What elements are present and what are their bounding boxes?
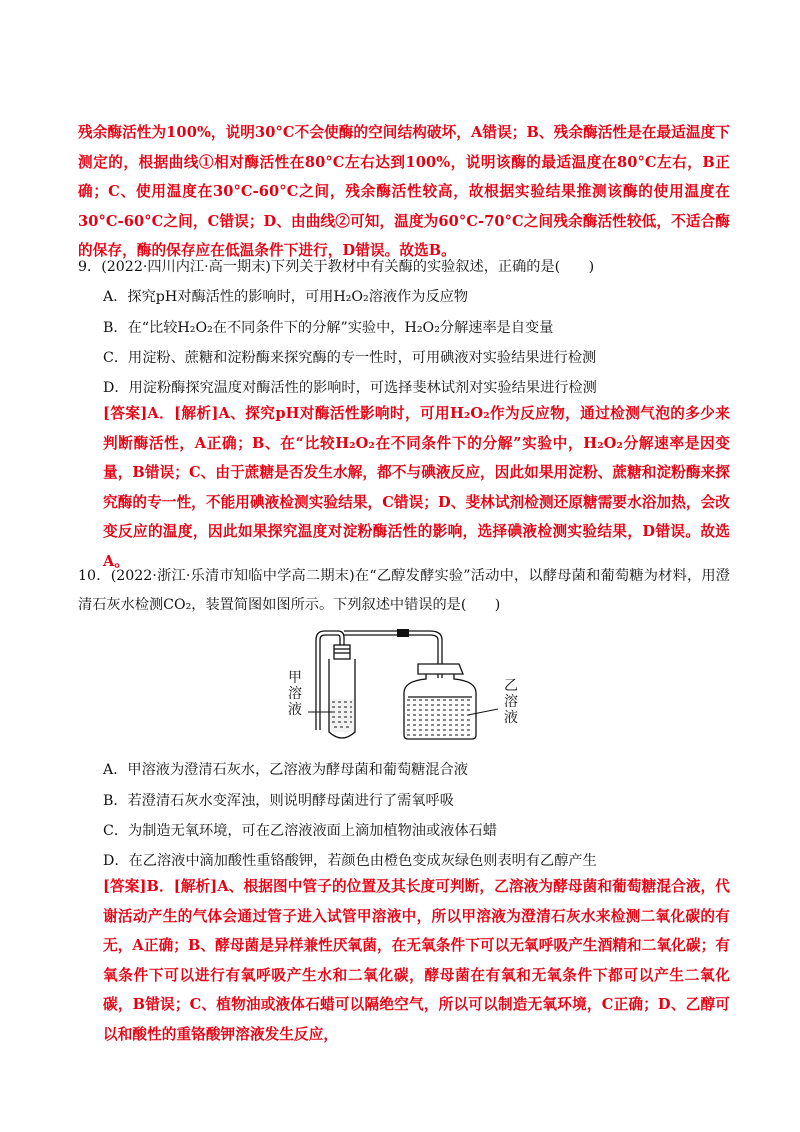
question-10-answer-text: A、根据图中管子的位置及其长度可判断，乙溶液为酵母菌和葡萄糖混合液，代谢活动产生的气体会通过管子进入试管甲溶液中，所以甲溶液为澄清石灰水来检测二氧化碳的有无，A正确；B、酵母菌是异样兼性厌氧菌，在无氧条件下可以无氧呼吸产生酒精和二氧化碳；有氧条件下可以进行有氧呼吸产生水和二氧化碳，酵母菌在有氧和无氧条件下都可以产生二氧化碳，B错误；C、植物油或液体石蜡可以隔绝空气，所以可以制造无氧环境，C正确；D、乙醇可以和酸性的重铬酸钾溶液发生反应， xyxy=(103,878,730,1043)
question-10-option-b: B．若澄清石灰水变浑浊，则说明酵母菌进行了需氧呼吸 xyxy=(103,793,454,809)
question-9-option-c: C．用淀粉、蔗糖和淀粉酶来探究酶的专一性时，可用碘液对实验结果进行检测 xyxy=(103,350,597,366)
question-9-answer-tag: [答案]A．[解析] xyxy=(103,405,219,422)
question-10-option-c: C．为制造无氧环境，可在乙溶液液面上滴加植物油或液体石蜡 xyxy=(103,823,497,839)
label-solution-yi: 乙溶液 xyxy=(504,678,518,726)
question-9-stem: 9．(2022·四川内江·高一期末)下列关于教材中有关酶的实验叙述，正确的是( ) xyxy=(78,259,595,275)
question-10-stem: 10．(2022·浙江·乐清市知临中学高二期末)在“乙醇发酵实验”活动中，以酵母菌和葡萄糖为材料，用澄清石灰水检测CO₂，装置简图如图所示。下列叙述中错误的是( ) xyxy=(78,568,730,613)
fermentation-apparatus-figure xyxy=(282,622,552,742)
question-9-answer xyxy=(103,399,730,577)
question-9-option-b: B．在“比较H₂O₂在不同条件下的分解”实验中，H₂O₂分解速率是自变量 xyxy=(103,320,554,336)
question-9-option-d: D．用淀粉酶探究温度对酶活性的影响时，可选择斐林试剂对实验结果进行检测 xyxy=(103,380,597,396)
question-10-answer-tag: [答案]B．[解析] xyxy=(103,878,218,895)
label-solution-jia: 甲溶液 xyxy=(288,670,302,718)
question-10-option-d: D．在乙溶液中滴加酸性重铬酸钾，若颜色由橙色变成灰绿色则表明有乙醇产生 xyxy=(103,853,597,869)
question-9-answer-text: A、探究pH对酶活性影响时，可用H₂O₂作为反应物，通过检测气泡的多少来判断酶活性，A正确；B、在“比较H₂O₂在不同条件下的分解”实验中，H₂O₂分解速率是因变量，B错误；C、由于蔗糖是否发生水解，都不与碘液反应，因此如果用淀粉、蔗糖和淀粉酶来探究酶的专一性，不能用碘液检测实验结果，C错误；D、斐林试剂检测还原糖需要水浴加热，会改变反应的温度，因此如果探究温度对淀粉酶活性的影响，选择碘液检测实验结果，D错误。故选A。 xyxy=(103,405,730,570)
question-9-option-a: A．探究pH对酶活性的影响时，可用H₂O₂溶液作为反应物 xyxy=(103,289,469,305)
question-10-option-a: A．甲溶液为澄清石灰水，乙溶液为酵母菌和葡萄糖混合液 xyxy=(103,762,468,778)
answer-8-tail: 残余酶活性为100%，说明30°C不会使酶的空间结构破坏，A错误；B、残余酶活性是在最适温度下测定的，根据曲线①相对酶活性在80°C左右达到100%，说明该酶的最适温度在80°C左右，B正确；C、使用温度在30°C-60°C之间，残余酶活性较高，故根据实验结果推测该酶的使用温度在30°C-60°C之间，C错误；D、由曲线②可知，温度为60°C-70°C之间残余酶活性较低，不适合酶的保存，酶的保存应在低温条件下进行，D错误。故选B。 xyxy=(78,124,730,260)
question-10-answer xyxy=(103,872,730,1050)
